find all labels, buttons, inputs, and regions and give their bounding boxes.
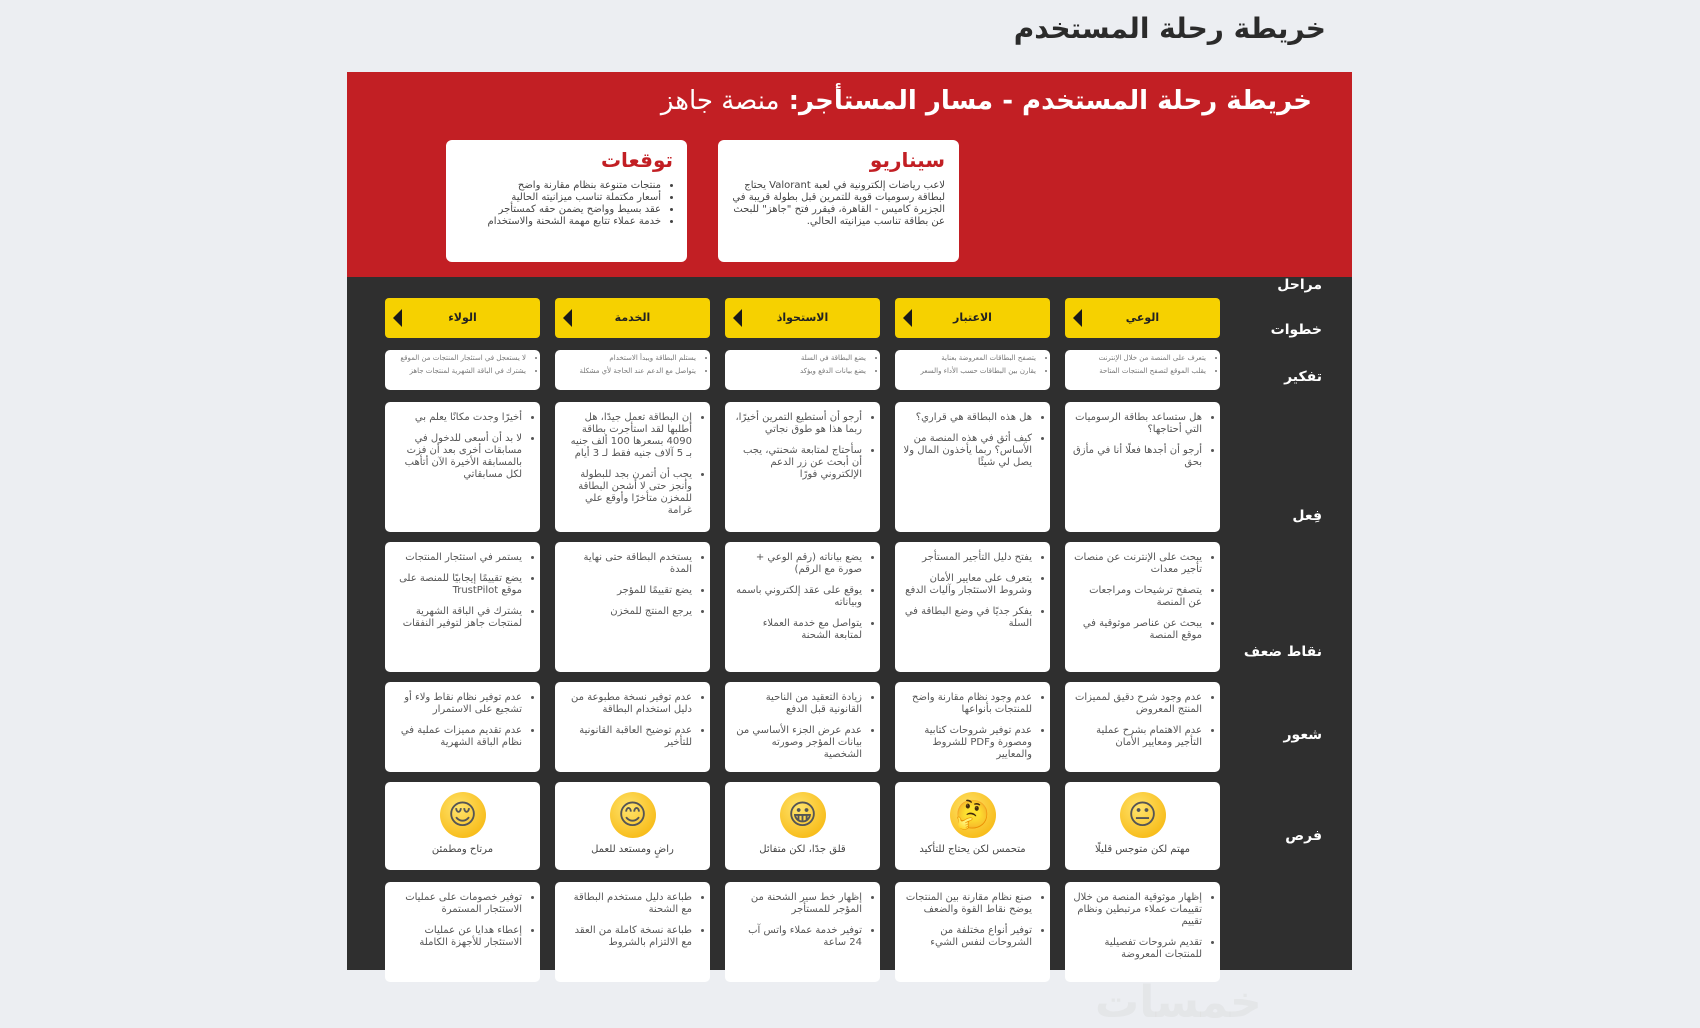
- opportunities-item: • إظهار موثوقية المنصة من خلال تقييمات عملاء مرتبطين ونظام تقييم: [1073, 892, 1202, 928]
- opportunities-item: • تقديم شروحات تفصيلية للمنتجات المعروضة: [1073, 937, 1202, 961]
- emoji-face-icon: 🤔: [950, 792, 996, 838]
- opportunities-item: • توفير خدمة عملاء واتس آب 24 ساعة: [733, 925, 862, 949]
- pain-item: • زيادة التعقيد من الناحية القانونية قبل الدفع: [733, 692, 862, 716]
- doing-item: • يرجع المنتج للمخزن: [563, 606, 692, 618]
- pain-item: • عدم توضيح العاقبة القانونية للتأخير: [563, 725, 692, 749]
- arrow-left-icon: [903, 309, 912, 327]
- page-title: خريطة رحلة المستخدم: [1013, 12, 1326, 45]
- stage-3: [725, 298, 880, 338]
- board-title: [661, 86, 1312, 116]
- steps-cell: [555, 350, 710, 390]
- feeling-cell: [385, 782, 540, 870]
- thinking-cell: [1065, 402, 1220, 532]
- thinking-cell: [895, 402, 1050, 532]
- steps-item: • يشترك في الباقة الشهرية لمنتجات جاهز: [391, 367, 526, 376]
- pain-cell: [555, 682, 710, 772]
- doing-item: • يفكر جديًا في وضع البطاقة في السلة: [903, 606, 1032, 630]
- doing-cell: [555, 542, 710, 672]
- board-title-sub: منصة جاهز: [660, 86, 780, 116]
- thinking-cell: [555, 402, 710, 532]
- steps-item: • يضع البطاقة في السلة: [731, 354, 866, 363]
- doing-item: • يتصفح ترشيحات ومراجعات عن المنصة: [1073, 585, 1202, 609]
- thinking-cell: [725, 402, 880, 532]
- feeling-caption: قلق جدًا، لكن متفائل: [759, 844, 846, 855]
- row-label-steps: خطوات: [1270, 322, 1322, 338]
- doing-item: • يستمر في استئجار المنتجات: [393, 552, 522, 564]
- doing-cell: [725, 542, 880, 672]
- thinking-item: • أرجو أن أستطيع التمرين أخيرًا، ربما هذا هو طوق نجاتي: [733, 412, 862, 436]
- board-title-main: خريطة رحلة المستخدم - مسار المستأجر:: [788, 86, 1312, 116]
- scenario-heading: سيناريو: [869, 148, 945, 172]
- thinking-item: • أرجو أن أجدها فعلًا أنا في مأزق بحق: [1073, 445, 1202, 469]
- pain-cell: [725, 682, 880, 772]
- pain-item: • عدم تقديم مميزات عملية في نظام الباقة الشهرية: [393, 725, 522, 749]
- opportunities-cell: [1065, 882, 1220, 982]
- emoji-face-icon: 😌: [440, 792, 486, 838]
- pain-cell: [385, 682, 540, 772]
- doing-item: • يستخدم البطاقة حتى نهاية المدة: [563, 552, 692, 576]
- steps-cell: [1065, 350, 1220, 390]
- steps-item: • يقارن بين البطاقات حسب الأداء والسعر: [901, 367, 1036, 376]
- pain-cell: [1065, 682, 1220, 772]
- thinking-item: • إن البطاقة تعمل جيدًا، هل أطلبها لقد استأجرت بطاقة 4090 بسعرها 100 ألف جنيه بـ 5 آلاف جنيه فقط لـ 3 أيام: [563, 412, 692, 460]
- doing-item: • يبحث عن عناصر موثوقية في موقع المنصة: [1073, 618, 1202, 642]
- row-label-thinking: تفكير: [1284, 369, 1322, 385]
- opportunities-item: • إعطاء هدايا عن عمليات الاستئجار للأجهزة الكاملة: [393, 925, 522, 949]
- feeling-cell: [555, 782, 710, 870]
- steps-cell: [895, 350, 1050, 390]
- thinking-item: • أخيرًا وجدت مكانًا يعلم بي: [393, 412, 522, 424]
- emoji-face-icon: 😊: [610, 792, 656, 838]
- feeling-caption: راضٍ ومستعد للعمل: [591, 844, 674, 855]
- arrow-left-icon: [393, 309, 402, 327]
- pain-item: • عدم توفير نسخة مطبوعة من دليل استخدام البطاقة: [563, 692, 692, 716]
- feeling-cell: [895, 782, 1050, 870]
- pain-item: • عدم الاهتمام بشرح عملية التأجير ومعايير الأمان: [1073, 725, 1202, 749]
- row-label-pain: نقاط ضعف: [1243, 644, 1322, 660]
- expectation-item: • خدمة عملاء تتابع مهمة الشحنة والاستخدام: [460, 216, 661, 228]
- expectations-heading: توقعات: [600, 148, 673, 172]
- feeling-caption: متحمس لكن يحتاج للتأكيد: [919, 844, 1026, 855]
- steps-item: • لا يستعجل في استئجار المنتجات من الموقع: [391, 354, 526, 363]
- steps-cell: [725, 350, 880, 390]
- row-label-stages: مراحل: [1277, 277, 1322, 293]
- scenario-card: [718, 140, 959, 262]
- feeling-caption: مهتم لكن متوجس قليلًا: [1095, 844, 1190, 855]
- opportunities-cell: [725, 882, 880, 982]
- thinking-item: • كيف أثق في هذه المنصة من الأساس؟ ربما يأخذون المال ولا يصل لي شيئًا: [903, 433, 1032, 469]
- arrow-left-icon: [733, 309, 742, 327]
- thinking-item: • لا بد أن أسعى للدخول في مسابقات أخرى بعد أن فزت بالمسابقة الأخيرة الآن أتأهب لكل مسابقاتي: [393, 433, 522, 481]
- journey-map-board: [347, 72, 1352, 1028]
- watermark: خمسات: [1095, 977, 1262, 1028]
- opportunities-item: • توفير أنواع مختلفة من الشروحات لنفس الشيء: [903, 925, 1032, 949]
- doing-cell: [895, 542, 1050, 672]
- opportunities-cell: [385, 882, 540, 982]
- row-label-doing: فِعل: [1292, 508, 1322, 524]
- feeling-cell: [1065, 782, 1220, 870]
- doing-item: • يتعرف على معايير الأمان وشروط الاستئجار وآليات الدفع: [903, 573, 1032, 597]
- doing-item: • يضع تقييمًا للمؤجر: [563, 585, 692, 597]
- arrow-left-icon: [563, 309, 572, 327]
- steps-item: • يستلم البطاقة ويبدأ الاستخدام: [561, 354, 696, 363]
- opportunities-cell: [895, 882, 1050, 982]
- stage-label: الخدمة: [614, 311, 651, 324]
- stage-4: [555, 298, 710, 338]
- scenario-text: لاعب رياضات إلكترونية في لعبة Valorant يحتاج لبطاقة رسوميات قوية للتمرين قبل بطولة قريبة في الجزيرة كاميس - القاهرة، فيقرر فتح "جاهز" للبحث عن بطاقة تناسب ميزانيته الحالي.: [732, 180, 945, 227]
- doing-cell: [385, 542, 540, 672]
- pain-cell: [895, 682, 1050, 772]
- opportunities-item: • صنع نظام مقارنة بين المنتجات يوضح نقاط القوة والضعف: [903, 892, 1032, 916]
- thinking-item: • هل ستساعد بطاقة الرسوميات التي أحتاجها؟: [1073, 412, 1202, 436]
- pain-item: • عدم وجود نظام مقارنة واضح للمنتجات بأنواعها: [903, 692, 1032, 716]
- expectation-item: • عقد بسيط وواضح يضمن حقه كمستأجر: [460, 204, 661, 216]
- steps-cell: [385, 350, 540, 390]
- doing-item: • يضع بياناته (رقم الوعي + صورة مع الرقم): [733, 552, 862, 576]
- doing-item: • يتواصل مع خدمة العملاء لمتابعة الشحنة: [733, 618, 862, 642]
- feeling-caption: مرتاح ومطمئن: [431, 844, 494, 855]
- steps-item: • يضع بيانات الدفع ويؤكد: [731, 367, 866, 376]
- row-label-opportunities: فرص: [1285, 828, 1322, 844]
- thinking-cell: [385, 402, 540, 532]
- stage-5: [385, 298, 540, 338]
- steps-item: • يقلب الموقع لتصفح المنتجات المتاحة: [1071, 367, 1206, 376]
- thinking-item: • يجب أن أتمرن بجد للبطولة وأنجز حتى لا أشحن البطاقة للمخزن متأخرًا وأوقع علي غرامة: [563, 469, 692, 517]
- stage-label: الولاء: [448, 311, 477, 324]
- steps-item: • يتعرف على المنصة من خلال الإنترنت: [1071, 354, 1206, 363]
- arrow-left-icon: [1073, 309, 1082, 327]
- stage-1: [1065, 298, 1220, 338]
- expectations-card: [446, 140, 687, 262]
- emoji-face-icon: 😐: [1120, 792, 1166, 838]
- doing-cell: [1065, 542, 1220, 672]
- stage-2: [895, 298, 1050, 338]
- steps-item: • يتواصل مع الدعم عند الحاجة لأي مشكلة: [561, 367, 696, 376]
- thinking-item: • سأحتاج لمتابعة شحنتي، يجب أن أبحث عن زر الدعم الإلكتروني فورًا: [733, 445, 862, 481]
- stage-label: الاستحواذ: [776, 311, 829, 324]
- steps-item: • يتصفح البطاقات المعروضة بعناية: [901, 354, 1036, 363]
- stage-label: الوعي: [1125, 311, 1160, 324]
- expectation-item: • منتجات متنوعة بنظام مقارنة واضح: [460, 180, 661, 192]
- opportunities-item: • طباعة دليل مستخدم البطاقة مع الشحنة: [563, 892, 692, 916]
- row-label-feeling: شعور: [1283, 727, 1322, 743]
- doing-item: • يوقع على عقد إلكتروني باسمه وبياناته: [733, 585, 862, 609]
- opportunities-item: • إظهار خط سير الشحنة من المؤجر للمستأجر: [733, 892, 862, 916]
- opportunities-item: • طباعة نسخة كاملة من العقد مع الالتزام بالشروط: [563, 925, 692, 949]
- pain-item: • عدم عرض الجزء الأساسي من بيانات المؤجر وصورته الشخصية: [733, 725, 862, 761]
- doing-item: • يفتح دليل التأجير المستأجر: [903, 552, 1032, 564]
- opportunities-cell: [555, 882, 710, 982]
- thinking-item: • هل هذه البطاقة هي قراري؟: [903, 412, 1032, 424]
- doing-item: • يضع تقييمًا إيجابيًا للمنصة على موقع TrustPilot: [393, 573, 522, 597]
- expectation-item: • أسعار مكتملة تناسب ميزانيته الحالية: [460, 192, 661, 204]
- board-header: [347, 72, 1352, 277]
- doing-item: • يبحث على الإنترنت عن منصات تأجير معدات: [1073, 552, 1202, 576]
- pain-item: • عدم توفير نظام نقاط ولاء أو تشجيع على الاستمرار: [393, 692, 522, 716]
- doing-item: • يشترك في الباقة الشهرية لمنتجات جاهز لتوفير النفقات: [393, 606, 522, 630]
- pain-item: • عدم وجود شرح دقيق لمميزات المنتج المعروض: [1073, 692, 1202, 716]
- opportunities-item: • توفير خصومات على عمليات الاستئجار المستمرة: [393, 892, 522, 916]
- emoji-face-icon: 😀: [780, 792, 826, 838]
- stage-label: الاعتبار: [953, 311, 992, 324]
- pain-item: • عدم توفير شروحات كتابية ومصورة وPDF للشروط والمعايير: [903, 725, 1032, 761]
- feeling-cell: [725, 782, 880, 870]
